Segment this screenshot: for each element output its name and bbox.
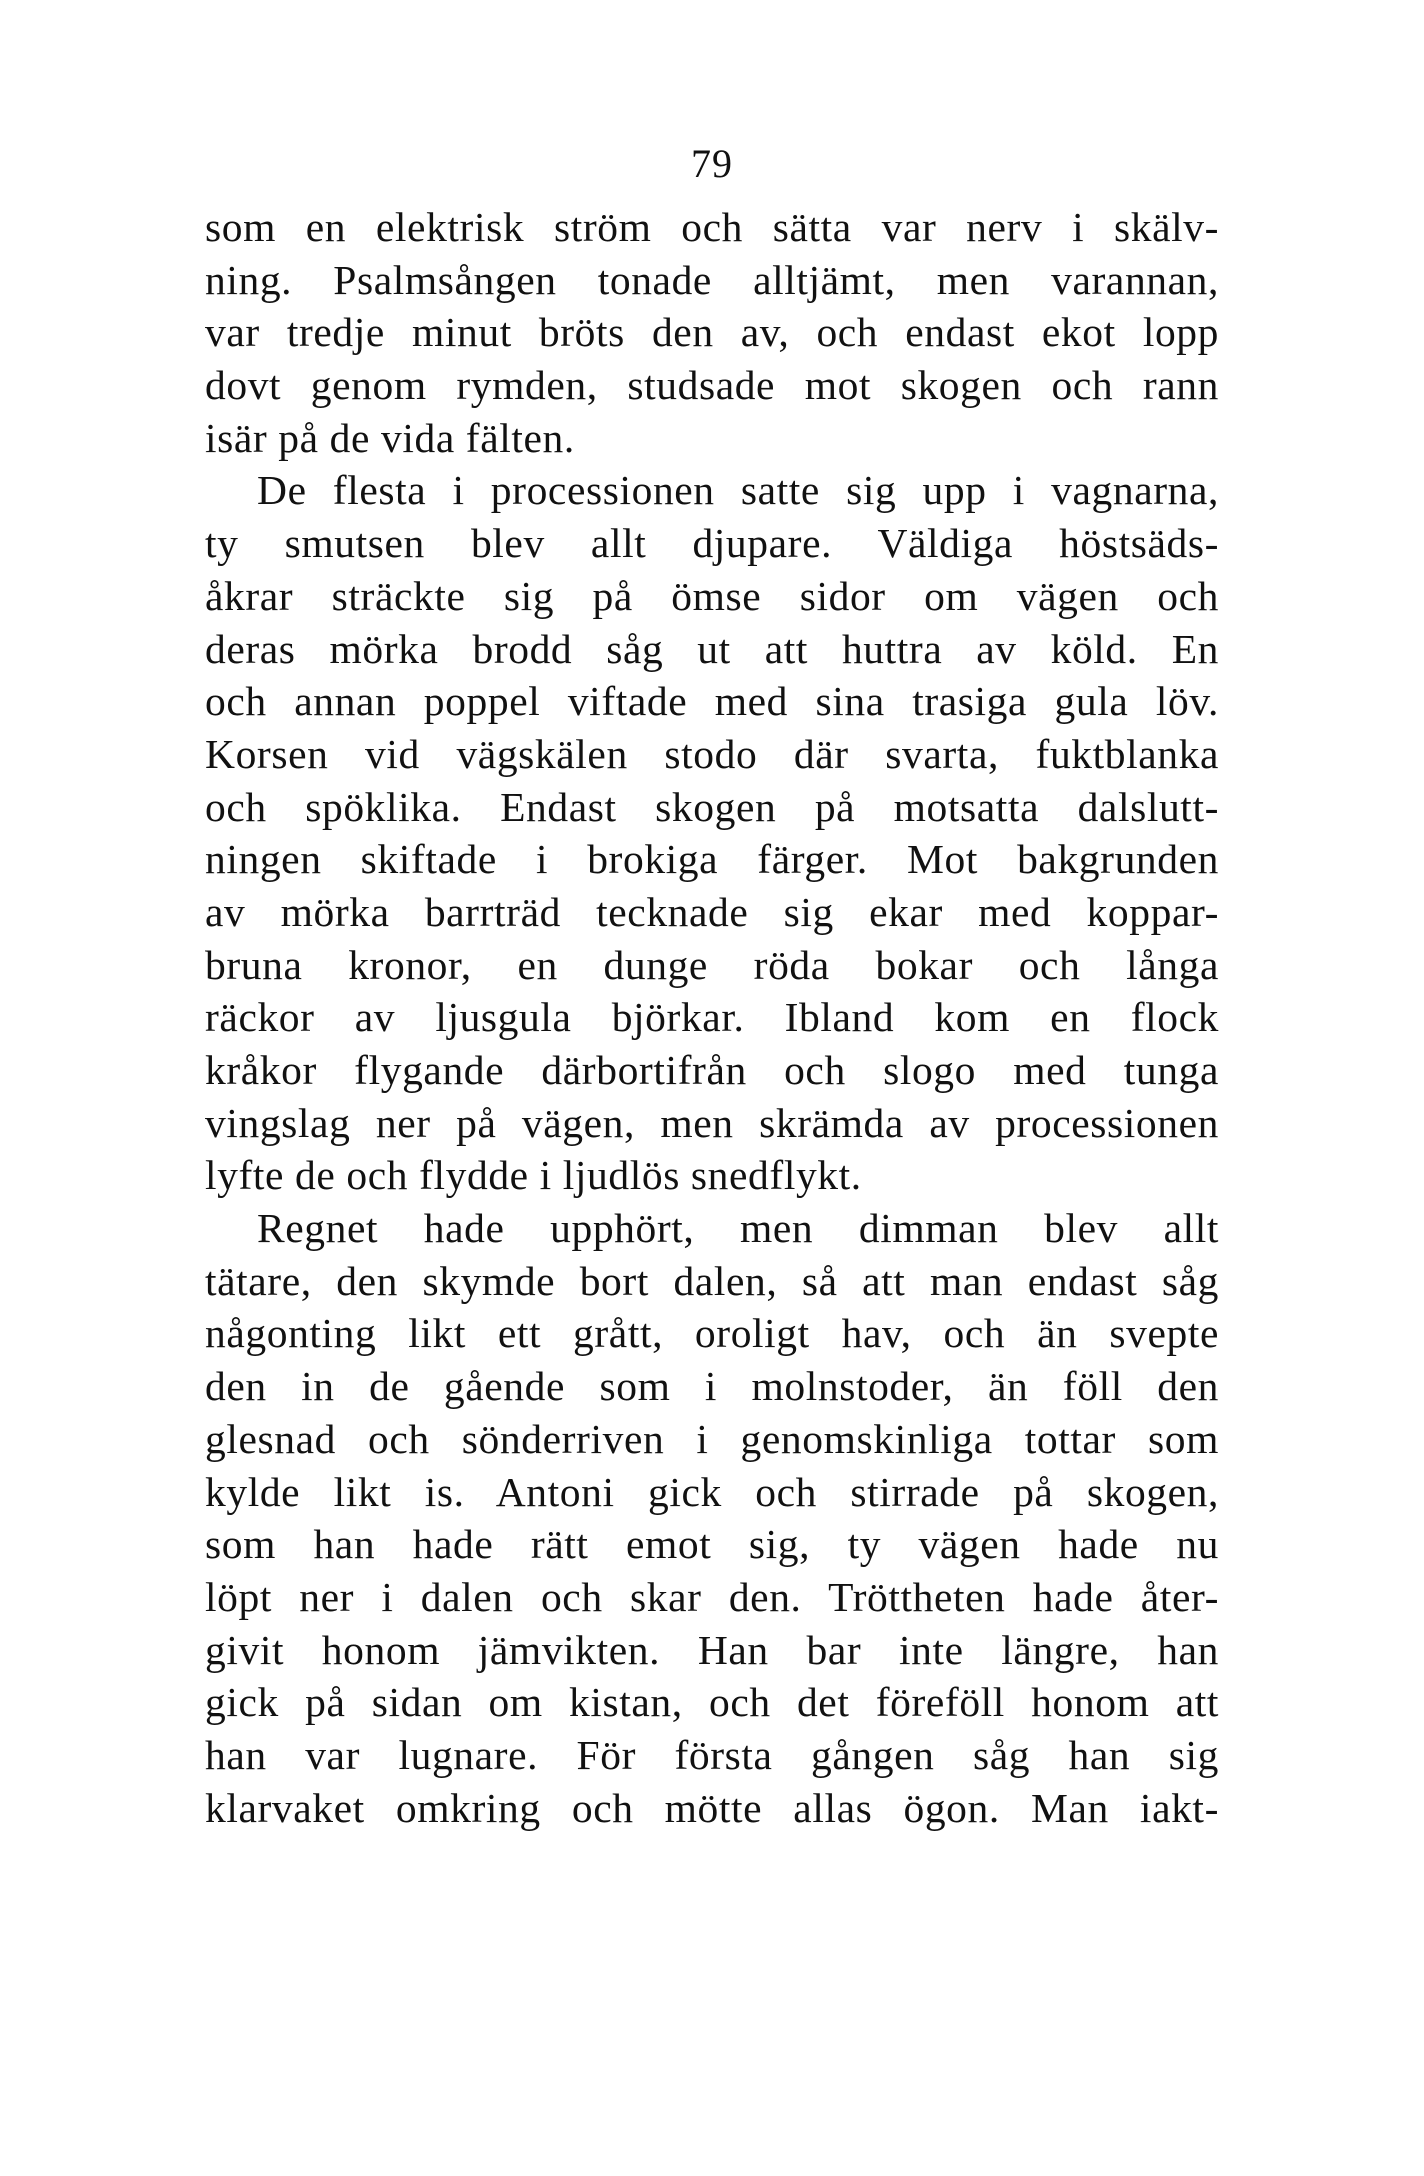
text-line: vingslag ner på vägen, men skrämda av processionen (205, 1099, 1219, 1146)
text-line: den in de gående som i molnstoder, än föll den (205, 1363, 1219, 1410)
text-line: kylde likt is. Antoni gick och stirrade på skogen, (205, 1468, 1219, 1515)
text-line: ty smutsen blev allt djupare. Väldiga höstsäds- (205, 520, 1219, 567)
text-line: givit honom jämvikten. Han bar inte längre, han (205, 1626, 1219, 1673)
text-line: av mörka barrträd tecknade sig ekar med koppar- (205, 888, 1219, 935)
text-line: lyfte de och flydde i ljudlös snedflykt. (205, 1152, 862, 1199)
text-line: tätare, den skymde bort dalen, så att man endast såg (205, 1257, 1219, 1304)
text-line: bruna kronor, en dunge röda bokar och långa (205, 941, 1219, 988)
text-line: han var lugnare. För första gången såg han sig (205, 1731, 1219, 1778)
text-line: dovt genom rymden, studsade mot skogen och rann (205, 362, 1219, 409)
page-number: 79 (691, 141, 733, 186)
paragraph-start-line: De flesta i processionen satte sig upp i vagnarna, (257, 467, 1219, 514)
text-line: isär på de vida fälten. (205, 414, 575, 461)
body-text (205, 201, 1219, 1834)
text-line: klarvaket omkring och mötte allas ögon. Man iakt- (205, 1784, 1219, 1831)
text-line: deras mörka brodd såg ut att huttra av köld. En (205, 625, 1219, 672)
paragraph-start-line: Regnet hade upphört, men dimman blev allt (257, 1205, 1219, 1252)
text-line: glesnad och sönderriven i genomskinliga tottar som (205, 1415, 1219, 1462)
text-line: och annan poppel viftade med sina trasiga gula löv. (205, 678, 1219, 725)
text-line: kråkor flygande därbortifrån och slogo med tunga (205, 1047, 1219, 1093)
text-line: löpt ner i dalen och skar den. Tröttheten hade åter- (205, 1573, 1219, 1620)
text-line: var tredje minut bröts den av, och endast ekot lopp (205, 309, 1219, 356)
text-line: ning. Psalmsången tonade alltjämt, men varannan, (205, 256, 1219, 303)
text-line: Korsen vid vägskälen stodo där svarta, fuktblanka (205, 730, 1219, 777)
text-line: räckor av ljusgula björkar. Ibland kom en flock (205, 994, 1219, 1041)
text-line: som han hade rätt emot sig, ty vägen hade nu (205, 1521, 1219, 1568)
text-line: som en elektrisk ström och sätta var nerv i skälv- (205, 204, 1219, 250)
text-line: och spöklika. Endast skogen på motsatta dalslutt- (205, 783, 1219, 830)
text-line: åkrar sträckte sig på ömse sidor om vägen och (205, 572, 1219, 619)
text-line: någonting likt ett grått, oroligt hav, och än svepte (205, 1310, 1219, 1357)
text-line: ningen skiftade i brokiga färger. Mot bakgrunden (205, 836, 1219, 883)
text-line: gick på sidan om kistan, och det föreföll honom att (205, 1679, 1219, 1726)
